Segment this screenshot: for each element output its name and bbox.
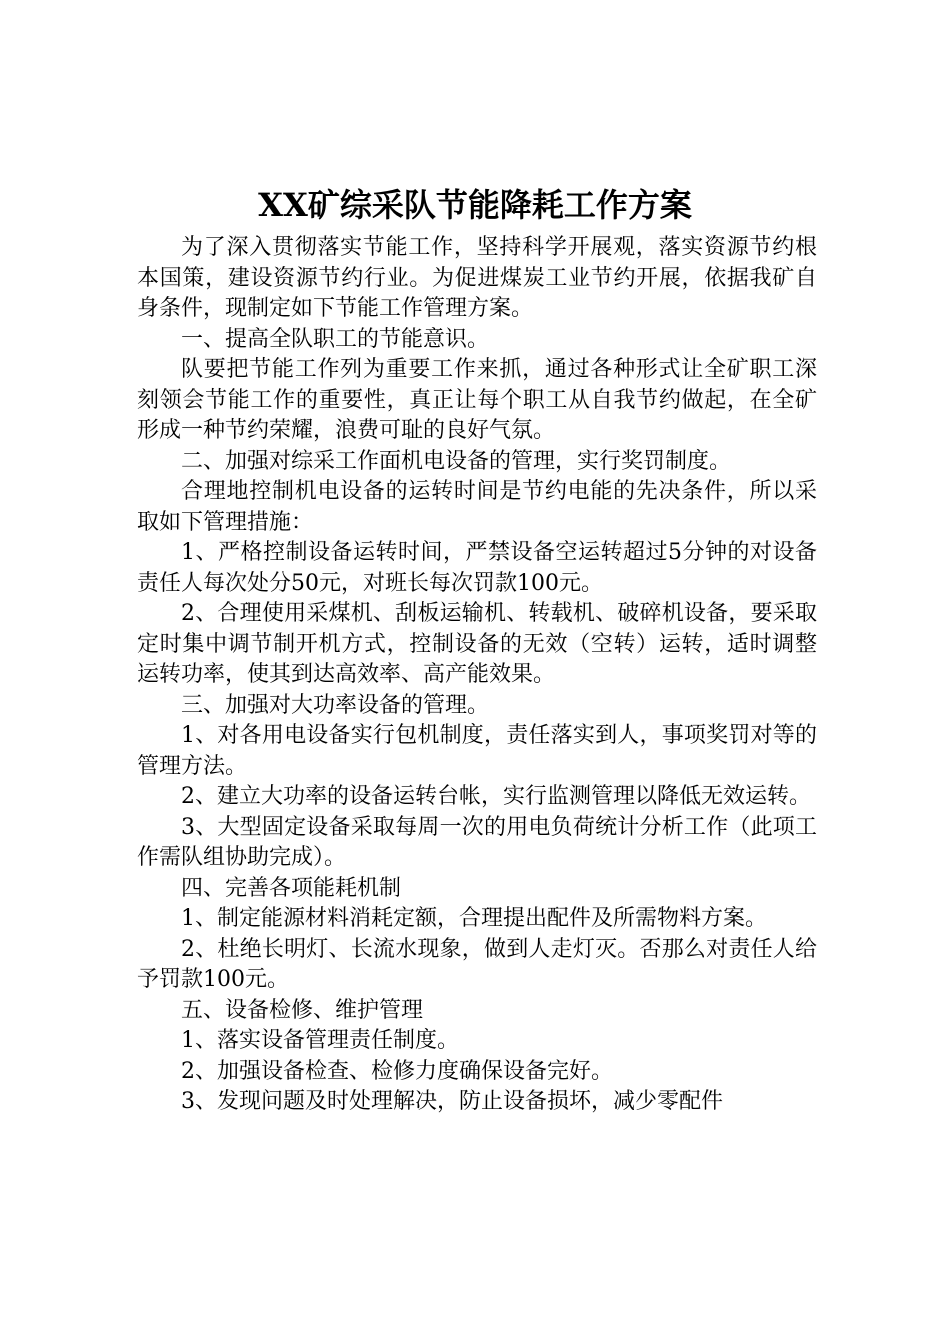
section-heading-5: 五、设备检修、维护管理: [181, 997, 424, 1023]
section-heading-4: 四、完善各项能耗机制: [181, 875, 402, 901]
list-item: 2、建立大功率的设备运转台帐，实行监测管理以降低无效运转。: [181, 784, 811, 809]
document-title: XX矿综采队节能降耗工作方案: [258, 186, 692, 224]
document-body: [137, 233, 817, 1118]
section-heading-2: 二、加强对综采工作面机电设备的管理，实行奖罚制度。: [181, 448, 732, 474]
section-heading-3: 三、加强对大功率设备的管理。: [181, 692, 490, 718]
list-item: 1、制定能源材料消耗定额，合理提出配件及所需物料方案。: [181, 906, 767, 931]
paragraph: 合理地控制机电设备的运转时间是节约电能的先决条件，所以采取如下管理措施：: [137, 479, 817, 535]
paragraph: 队要把节能工作列为重要工作来抓，通过各种形式让全矿职工深刻领会节能工作的重要性，真正让每个职工从自我节约做起，在全矿形成一种节约荣耀，浪费可耻的良好气氛。: [137, 357, 817, 443]
list-item: 3、发现问题及时处理解决，防止设备损坏，减少零配件: [181, 1089, 723, 1114]
list-item: 1、落实设备管理责任制度。: [181, 1028, 459, 1053]
list-item: 2、加强设备检查、检修力度确保设备完好。: [181, 1058, 613, 1084]
section-heading-1: 一、提高全队职工的节能意识。: [181, 326, 490, 352]
list-item: 2、杜绝长明灯、长流水现象，做到人走灯灭。否那么对责任人给予罚款100元。: [137, 936, 817, 992]
list-item: 3、大型固定设备采取每周一次的用电负荷统计分析工作（此项工作需队组协助完成）。: [137, 814, 817, 870]
list-item: 2、合理使用采煤机、刮板运输机、转载机、破碎机设备，要采取定时集中调节制开机方式，控制设备的无效（空转）运转，适时调整运转功率，使其到达高效率、高产能效果。: [137, 601, 817, 687]
list-item: 1、严格控制设备运转时间，严禁设备空运转超过5分钟的对设备责任人每次处分50元，对班长每次罚款100元。: [137, 540, 817, 596]
list-item: 1、对各用电设备实行包机制度，责任落实到人，事项奖罚对等的管理方法。: [137, 723, 817, 779]
paragraph-intro: 为了深入贯彻落实节能工作，坚持科学开展观，落实资源节约根本国策，建设资源节约行业。为促进煤炭工业节约开展，依据我矿自身条件，现制定如下节能工作管理方案。: [137, 235, 817, 321]
